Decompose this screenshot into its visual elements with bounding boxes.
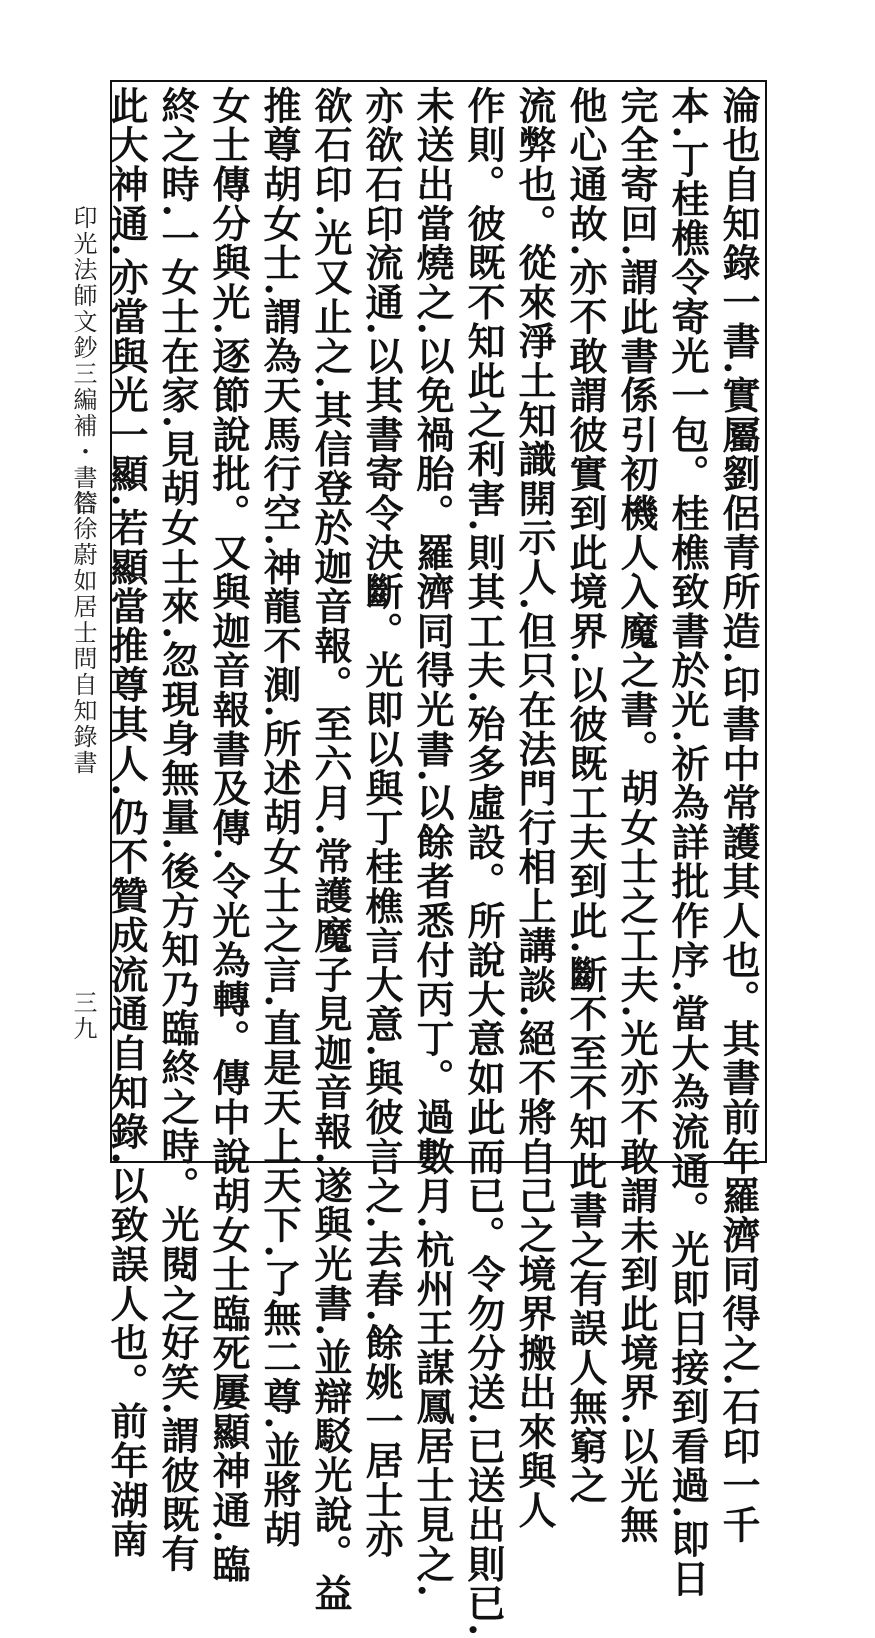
running-head: 印光法師文鈔三編補・書信	[69, 205, 97, 517]
text-column: 終之時.一女士在家.見胡女士來.忽現身無量.後方知乃臨終之時。光閱之好笑.謂彼既有	[155, 86, 200, 1574]
text-column: 未送出當燒之.以免禍胎。羅濟同得光書.以餘者悉付丙丁。過數月.杭州王謀鳳居士見之.	[410, 86, 455, 1599]
text-column: 本.丁桂樵令寄光一包。桂樵致書於光.祈為詳批作序.當大為流通。光即日接到看過.即日	[665, 86, 710, 1599]
text-column: 他心通故.亦不敢謂彼實到此境界.以彼既工夫到此.斷不至不知此書之有誤人無窮之	[563, 86, 608, 1506]
text-column: 流弊也。從來淨土知識開示人.但只在法門行相上講談.絕不將自己之境界搬出來與人	[512, 86, 557, 1530]
text-column: 完全寄回.謂此書係引初機人入魔之書。胡女士之工夫.光亦不敢謂未到此境界.以光無	[614, 86, 659, 1545]
text-column: 女士傳分與光.逐節說批。又與迦音報書及傳.令光為轉。傳中說胡女士臨死屢顯神通.臨	[206, 86, 251, 1584]
text-column: 推尊胡女士.謂為天馬行空.神龍不測.所述胡女士之言.直是天上天下.了無二尊.並將胡	[257, 86, 302, 1549]
section-title: 答徐蔚如居士問自知錄書	[69, 490, 97, 776]
text-column: 此大神通.亦當與光一顯.若顯當推尊其人.仍不贊成流通自知錄.以致誤人也。前年湖南	[104, 86, 149, 1559]
text-column: 欲石印.光又止之.其信登於迦音報。至六月.常護魔子見迦音報.遂與光書.並辯駁光說。益	[308, 86, 353, 1613]
body-text	[104, 86, 764, 1638]
text-column: 亦欲石印流通.以其書寄令決斷。光即以與丁桂樵言大意.與彼言之.去春.餘姚一居士亦	[359, 86, 404, 1559]
text-column: 淪也自知錄一書.實屬劉侶青所造.印書中常護其人也。其書前年羅濟同得之.石印一千	[716, 86, 761, 1545]
text-column: 作則。彼既不知此之利害.則其工夫.殆多虛設。所說大意如此而已。令勿分送.已送出則已.	[461, 86, 506, 1638]
page-number: 三九	[69, 990, 97, 1042]
